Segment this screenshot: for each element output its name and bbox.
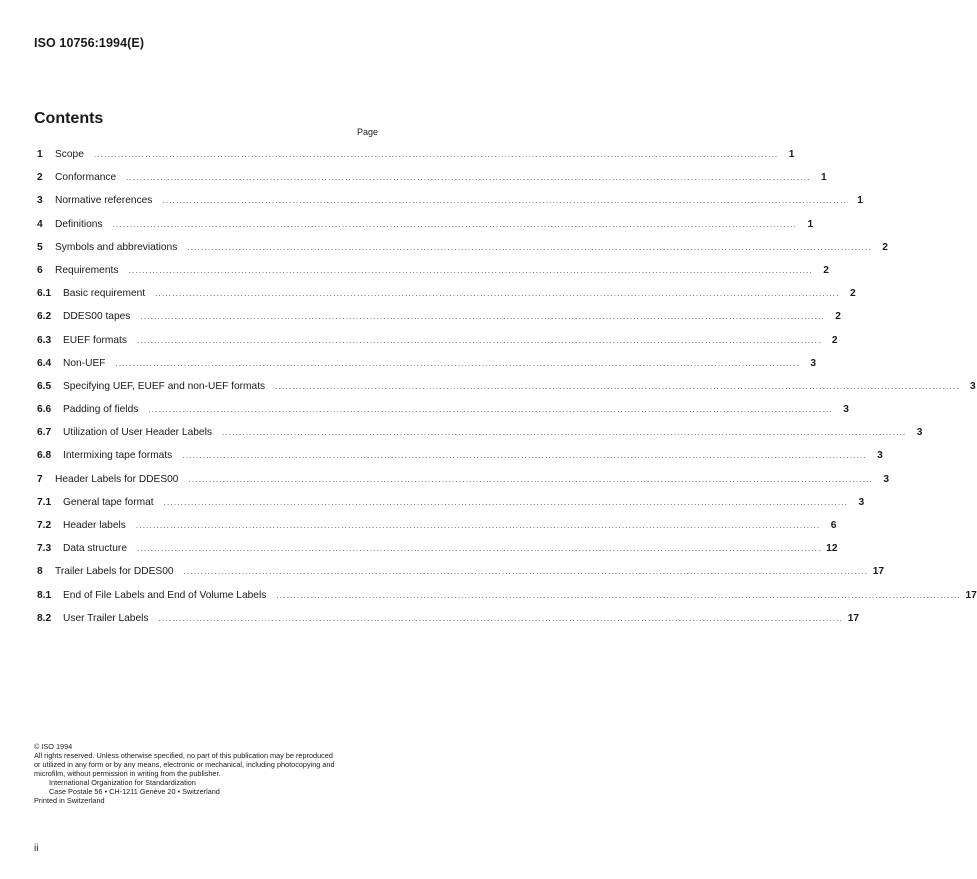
toc-entry-title: Non-UEF: [63, 357, 106, 369]
toc-entry-number: 6.7: [37, 427, 52, 439]
toc-leader-dots: ........................................................................................................................................................................................................: [162, 196, 847, 206]
toc-entry: [37, 473, 889, 496]
toc-entry: [37, 565, 885, 588]
toc-entry-page: 17: [872, 566, 885, 578]
toc-entry-title: Specifying UEF, EUEF and non-UEF formats: [63, 380, 266, 392]
toc-entry-number: 8.1: [37, 589, 52, 601]
document-identifier: ISO 10756:1994(E): [34, 36, 145, 50]
toc-entry-number: 6.5: [37, 380, 52, 392]
toc-leader-dots: ........................................................................................................................................................................................................: [112, 219, 798, 229]
toc-entry-number: 8: [37, 566, 43, 578]
toc-entry-title: Header Labels for DDES00: [55, 473, 179, 485]
toc-entry-number: 6.3: [37, 334, 52, 346]
toc-entry-title: Scope: [55, 149, 84, 160]
toc-entry-page: 6: [830, 520, 837, 531]
toc-entry-number: 7.2: [37, 520, 52, 531]
toc-entry-page: 3: [916, 427, 923, 439]
toc-leader-dots: ........................................................................................................................................................................................................: [93, 150, 779, 159]
toc-entry-page: 17: [847, 612, 860, 624]
toc-entry: [37, 148, 795, 171]
toc-leader-dots: ........................................................................................................................................................................................................: [155, 289, 840, 299]
toc-leader-dots: ........................................................................................................................................................................................................: [221, 428, 907, 438]
toc-entry-title: Padding of fields: [63, 404, 139, 416]
toc-leader-dots: ........................................................................................................................................................................................................: [187, 242, 872, 252]
toc-entry-title: Intermixing tape formats: [63, 450, 173, 462]
toc-entry-title: Basic requirement: [63, 288, 146, 300]
toc-entry: [37, 264, 829, 287]
toc-leader-dots: ........................................................................................................................................................................................................: [275, 381, 960, 391]
toc-entry-page: 12: [826, 543, 838, 555]
toc-entry-number: 3: [37, 195, 43, 207]
toc-entry-number: 6.2: [37, 311, 52, 323]
toc-entry: [37, 310, 841, 333]
toc-entry-page: 3: [810, 357, 816, 369]
toc-entry: [37, 334, 838, 357]
toc-entry: [37, 194, 863, 217]
toc-entry: [37, 218, 814, 241]
toc-entry: [37, 357, 816, 380]
toc-entry: [37, 496, 865, 519]
printed-location: Printed in Switzerland: [34, 796, 105, 805]
toc-entry-title: Conformance: [55, 172, 117, 184]
toc-leader-dots: ........................................................................................................................................................................................................: [183, 567, 869, 577]
toc-entry-number: 7.3: [37, 543, 52, 555]
page-column-label: Page: [357, 127, 379, 137]
toc-entry-page: 17: [965, 589, 977, 601]
toc-entry-number: 2: [37, 172, 43, 184]
toc-entry-number: 5: [37, 241, 43, 253]
toc-leader-dots: ........................................................................................................................................................................................................: [148, 405, 833, 415]
copyright-symbol-line: © ISO 1994: [34, 742, 73, 751]
copyright-text-line: or utilized in any form or by any means, electronic or mechanical, including photocopying and: [34, 760, 335, 769]
toc-entry: [37, 287, 856, 310]
copyright-text-line: microfilm, without permission in writing from the publisher.: [34, 769, 221, 778]
copyright-notice: [34, 742, 384, 805]
toc-entry-number: 6.6: [37, 404, 52, 416]
toc-leader-dots: ........................................................................................................................................................................................................: [140, 312, 825, 322]
toc-entry: [37, 612, 860, 635]
toc-entry-page: 3: [970, 380, 976, 392]
toc-entry-page: 3: [858, 496, 865, 508]
toc-entry-page: 1: [857, 195, 863, 207]
toc-entry-title: Trailer Labels for DDES00: [55, 566, 174, 578]
toc-entry-number: 7.1: [37, 496, 52, 508]
toc-entry-page: 1: [807, 218, 814, 230]
toc-leader-dots: ........................................................................................................................................................................................................: [188, 474, 873, 484]
toc-entry-page: 2: [823, 264, 829, 276]
toc-leader-dots: ........................................................................................................................................................................................................: [182, 451, 867, 461]
toc-entry: [37, 403, 849, 426]
toc-entry-title: End of File Labels and End of Volume Labels: [63, 589, 267, 601]
toc-entry-title: Data structure: [63, 543, 127, 555]
toc-entry: [37, 380, 976, 403]
toc-entry-number: 4: [37, 218, 43, 230]
toc-entry: [37, 241, 888, 264]
toc-entry-title: User Trailer Labels: [63, 612, 149, 624]
toc-entry-number: 6: [37, 264, 43, 276]
toc-entry-number: 6.1: [37, 288, 52, 300]
toc-entry-title: Definitions: [55, 218, 103, 230]
toc-leader-dots: ........................................................................................................................................................................................................: [126, 173, 811, 183]
toc-leader-dots: ........................................................................................................................................................................................................: [136, 544, 822, 554]
toc-entry: [37, 171, 827, 194]
copyright-text-line: All rights reserved. Unless otherwise specified, no part of this publication may be reproduced: [34, 751, 333, 760]
toc-entry: [37, 589, 977, 612]
toc-leader-dots: ........................................................................................................................................................................................................: [136, 335, 822, 345]
toc-entry-page: 3: [843, 404, 849, 416]
page-folio: ii: [34, 843, 39, 854]
table-of-contents: [37, 148, 977, 635]
toc-entry-number: 1: [37, 149, 43, 160]
toc-leader-dots: ........................................................................................................................................................................................................: [158, 613, 844, 623]
toc-entry-title: Symbols and abbreviations: [55, 241, 178, 253]
toc-leader-dots: ........................................................................................................................................................................................................: [276, 590, 961, 600]
toc-entry-title: Header labels: [63, 520, 126, 531]
toc-entry-title: Normative references: [55, 195, 153, 207]
toc-entry-title: EUEF formats: [63, 334, 127, 346]
organization-name: International Organization for Standardization: [49, 778, 196, 787]
toc-entry-page: 2: [831, 334, 838, 346]
toc-entry-number: 8.2: [37, 612, 52, 624]
toc-entry-page: 2: [882, 241, 888, 253]
toc-leader-dots: ........................................................................................................................................................................................................: [135, 521, 821, 530]
toc-entry-page: 2: [849, 288, 856, 300]
toc-entry-page: 3: [883, 473, 889, 485]
toc-entry-title: Requirements: [55, 264, 119, 276]
organization-address: Case Postale 56 • CH-1211 Genève 20 • Switzerland: [49, 787, 220, 796]
toc-entry-page: 1: [821, 172, 827, 184]
toc-entry: [37, 449, 883, 472]
toc-entry: [37, 426, 923, 449]
toc-leader-dots: ........................................................................................................................................................................................................: [115, 358, 800, 368]
toc-entry-number: 6.8: [37, 450, 52, 462]
toc-entry-number: 7: [37, 473, 43, 485]
toc-entry: [37, 519, 837, 542]
toc-leader-dots: ........................................................................................................................................................................................................: [163, 497, 849, 507]
toc-entry-title: Utilization of User Header Labels: [63, 427, 212, 439]
toc-entry-title: DDES00 tapes: [63, 311, 131, 323]
toc-entry-number: 6.4: [37, 357, 52, 369]
toc-entry-page: 2: [835, 311, 841, 323]
toc-leader-dots: ........................................................................................................................................................................................................: [128, 265, 813, 275]
toc-entry-title: General tape format: [63, 496, 154, 508]
toc-entry-page: 1: [788, 149, 795, 160]
toc-entry: [37, 542, 838, 565]
contents-heading: Contents: [34, 110, 104, 127]
toc-entry-page: 3: [877, 450, 883, 462]
